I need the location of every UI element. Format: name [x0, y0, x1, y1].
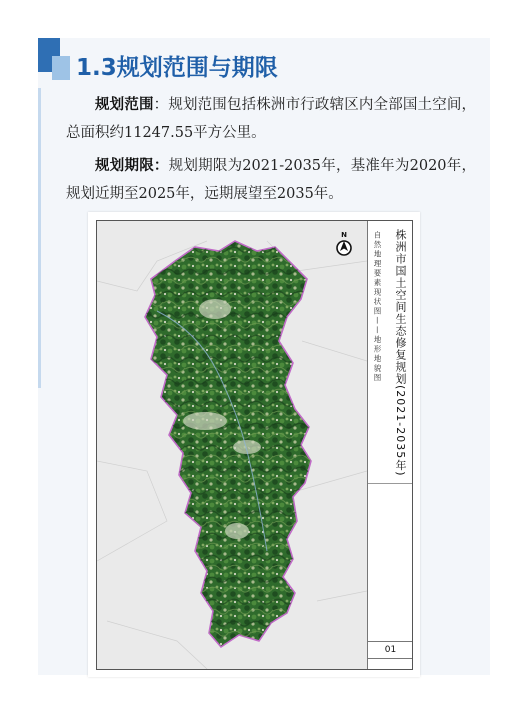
map-number: 01: [368, 641, 413, 659]
heading-decoration-light: [52, 56, 70, 80]
north-label: N: [341, 231, 347, 239]
section-heading: 1.3规划范围与期限: [76, 55, 278, 81]
map-subtitle: 自然地理要素现状图——地形地貌图: [373, 231, 382, 383]
planning-scope-separator: ：: [153, 97, 169, 113]
planning-period-paragraph: [66, 152, 476, 208]
title-separator: [368, 483, 413, 484]
planning-period-term: 规划期限：: [95, 158, 169, 174]
map-title: 株洲市国土空间生态修复规划(2021-2035年): [394, 229, 407, 477]
map-frame: [96, 220, 413, 670]
terrain-map-figure: [88, 212, 420, 677]
map-title-column: [367, 221, 413, 669]
left-accent-line: [38, 88, 41, 388]
planning-period-text: 规划期限为2021-2035年，基准年为2020年，规划近期至2025年，远期展望至2035年。: [66, 158, 476, 202]
north-arrow-icon: [333, 229, 355, 259]
planning-scope-term: 规划范围: [95, 97, 154, 113]
terrain-map: [97, 221, 367, 669]
planning-scope-text: 规划范围包括株洲市行政辖区内全部国土空间，总面积约11247.55平方公里。: [66, 97, 477, 141]
planning-scope-paragraph: [66, 91, 476, 147]
